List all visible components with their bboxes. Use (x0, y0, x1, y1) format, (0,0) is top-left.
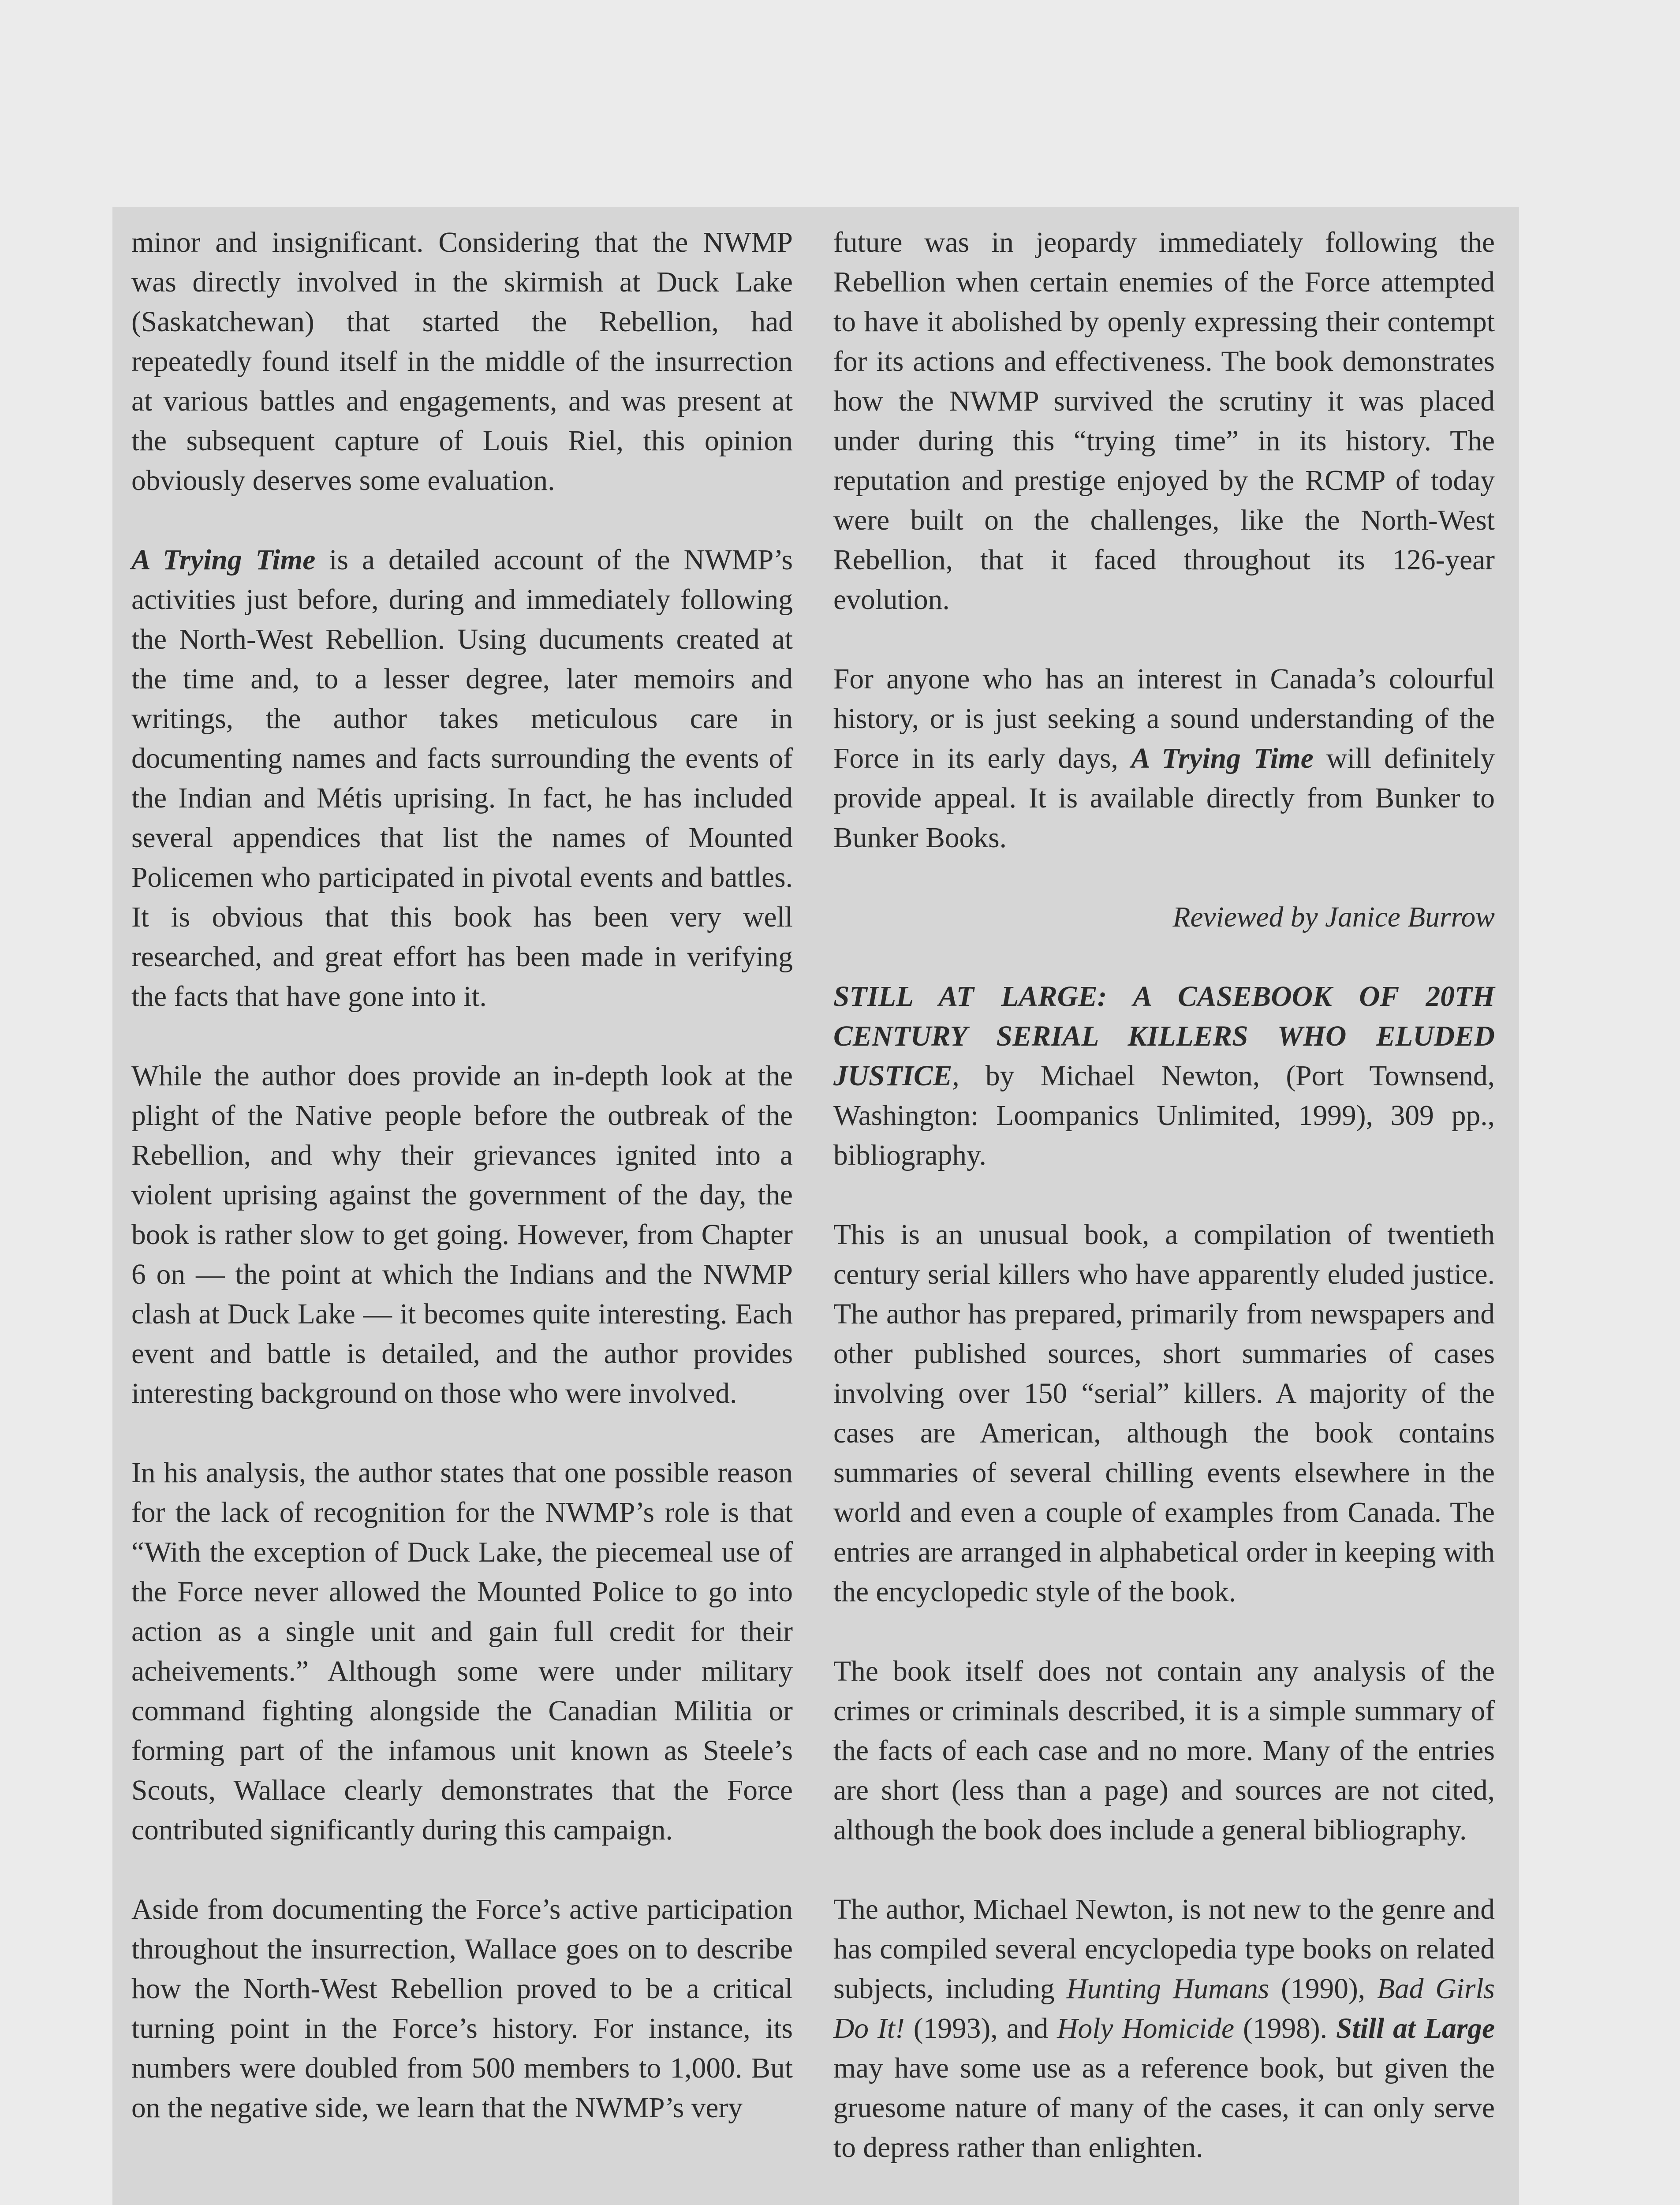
paragraph: In his analysis, the author states that one possible reason for the lack of recognition for the NWMP’s role is that “With the exception of Duck Lake, the piecemeal use of the Force never allowed the Mounted Police to go into action as a single unit and gain full credit for their acheivements.” Although some were under military command fighting alongside the Canadian Militia or forming part of the infamous unit known as Steele’s Scouts, Wallace clearly demonstrates that the Force contributed significantly during this campaign. (131, 1457, 793, 1846)
paragraph-text: The author, Michael Newton, is not new to the genre and has compiled several encyclopedia type books on related subjects, including (833, 1894, 1495, 2005)
right-column (833, 223, 1495, 2205)
reviewer-signature: Reviewed by Janice Burrow (1172, 901, 1495, 933)
book-title: Hunting Humans (1066, 1973, 1269, 2005)
paragraph-text: may have some use as a reference book, but given the gruesome nature of many of the cases, it can only serve to depress rather than enlighten. (833, 2052, 1495, 2164)
book-title: Still at Large (1336, 2013, 1495, 2044)
paragraph: minor and insignificant. Considering that the NWMP was directly involved in the skirmish at Duck Lake (Saskatchewan) that started the Rebellion, had repeatedly found itself in the middle of the insurrection at various battles and engagements, and was present at the subsequent capture of Louis Riel, this opinion obviously deserves some evaluation. (131, 227, 793, 497)
paragraph-text: (1990), (1269, 1973, 1377, 2005)
paragraph (833, 659, 1495, 858)
review-citation: , by Michael Newton, (Port Townsend, Washington: Loompanics Unlimited, 1999), 309 pp., bibliography. (833, 1060, 1495, 1171)
book-title: A Trying Time (131, 544, 316, 576)
paragraph: While the author does provide an in-depth look at the plight of the Native people before the outbreak of the Rebellion, and why their grievances ignited into a violent uprising against the government of the day, the book is rather slow to get going. However, from Chapter 6 on — the point at which the Indians and the NWMP clash at Duck Lake — it becomes quite interesting. Each event and battle is detailed, and the author provides interesting background on those who were involved. (131, 1060, 793, 1409)
review-heading (833, 977, 1495, 1175)
paragraph (833, 1890, 1495, 2168)
paragraph-text: is a detailed account of the NWMP’s activities just before, during and immediately following the North-West Rebellion. Using ducuments created at the time and, to a lesser degree, later memoirs and writings, the author takes meticulous care in documenting names and facts surrounding the events of the Indian and Métis uprising. In fact, he has included several appendices that list the names of Mounted Policemen who participated in pivotal events and battles. It is obvious that this book has been very well researched, and great effort has been made in verifying the facts that have gone into it. (131, 544, 793, 1013)
review-book-title: STILL AT LARGE: A CASEBOOK OF 20TH CENTURY SERIAL KILLERS WHO ELUDED JUSTICE (833, 981, 1495, 1092)
paragraph: The book itself does not contain any analysis of the crimes or criminals described, it is a simple summary of the facts of each case and no more. Many of the entries are short (less than a page) and sources are not cited, although the book does include a general bibliography. (833, 1656, 1495, 1846)
paragraph-text: For anyone who has an interest in Canada’s colourful history, or is just seeking a sound understanding of the Force in its early days, (833, 663, 1495, 774)
left-column (131, 223, 793, 2168)
paragraph-text: (1993), and (904, 2013, 1057, 2044)
paragraph-text: will definitely provide appeal. It is available directly from Bunker to Bunker Books. (833, 743, 1495, 854)
book-title: Bad Girls Do It! (833, 1973, 1495, 2044)
paragraph (131, 540, 793, 1017)
book-title: A Trying Time (1131, 743, 1314, 774)
paragraph-text: (1998). (1234, 2013, 1336, 2044)
paragraph: future was in jeopardy immediately following the Rebellion when certain enemies of the Force attempted to have it abolished by openly expressing their contempt for its actions and effectiveness. The book demonstrates how the NWMP survived the scrutiny it was placed under during this “trying time” in its history. The reputation and prestige enjoyed by the RCMP of today were built on the challenges, like the North-West Rebellion, that it faced throughout its 126-year evolution. (833, 227, 1495, 616)
paragraph: Aside from documenting the Force’s active participation throughout the insurrection, Wallace goes on to describe how the North-West Rebellion proved to be a critical turning point in the Force’s history. For instance, its numbers were doubled from 500 members to 1,000. But on the negative side, we learn that the NWMP’s very (131, 1894, 793, 2124)
book-title: Holy Homicide (1057, 2013, 1235, 2044)
paragraph: This is an unusual book, a compilation of twentieth century serial killers who have apparently eluded justice. The author has prepared, primarily from newspapers and other published sources, short summaries of cases involving over 150 “serial” killers. A majority of the cases are American, although the book contains summaries of several chilling events elsewhere in the world and even a couple of examples from Canada. The entries are arranged in alphabetical order in keeping with the encyclopedic style of the book. (833, 1219, 1495, 1608)
